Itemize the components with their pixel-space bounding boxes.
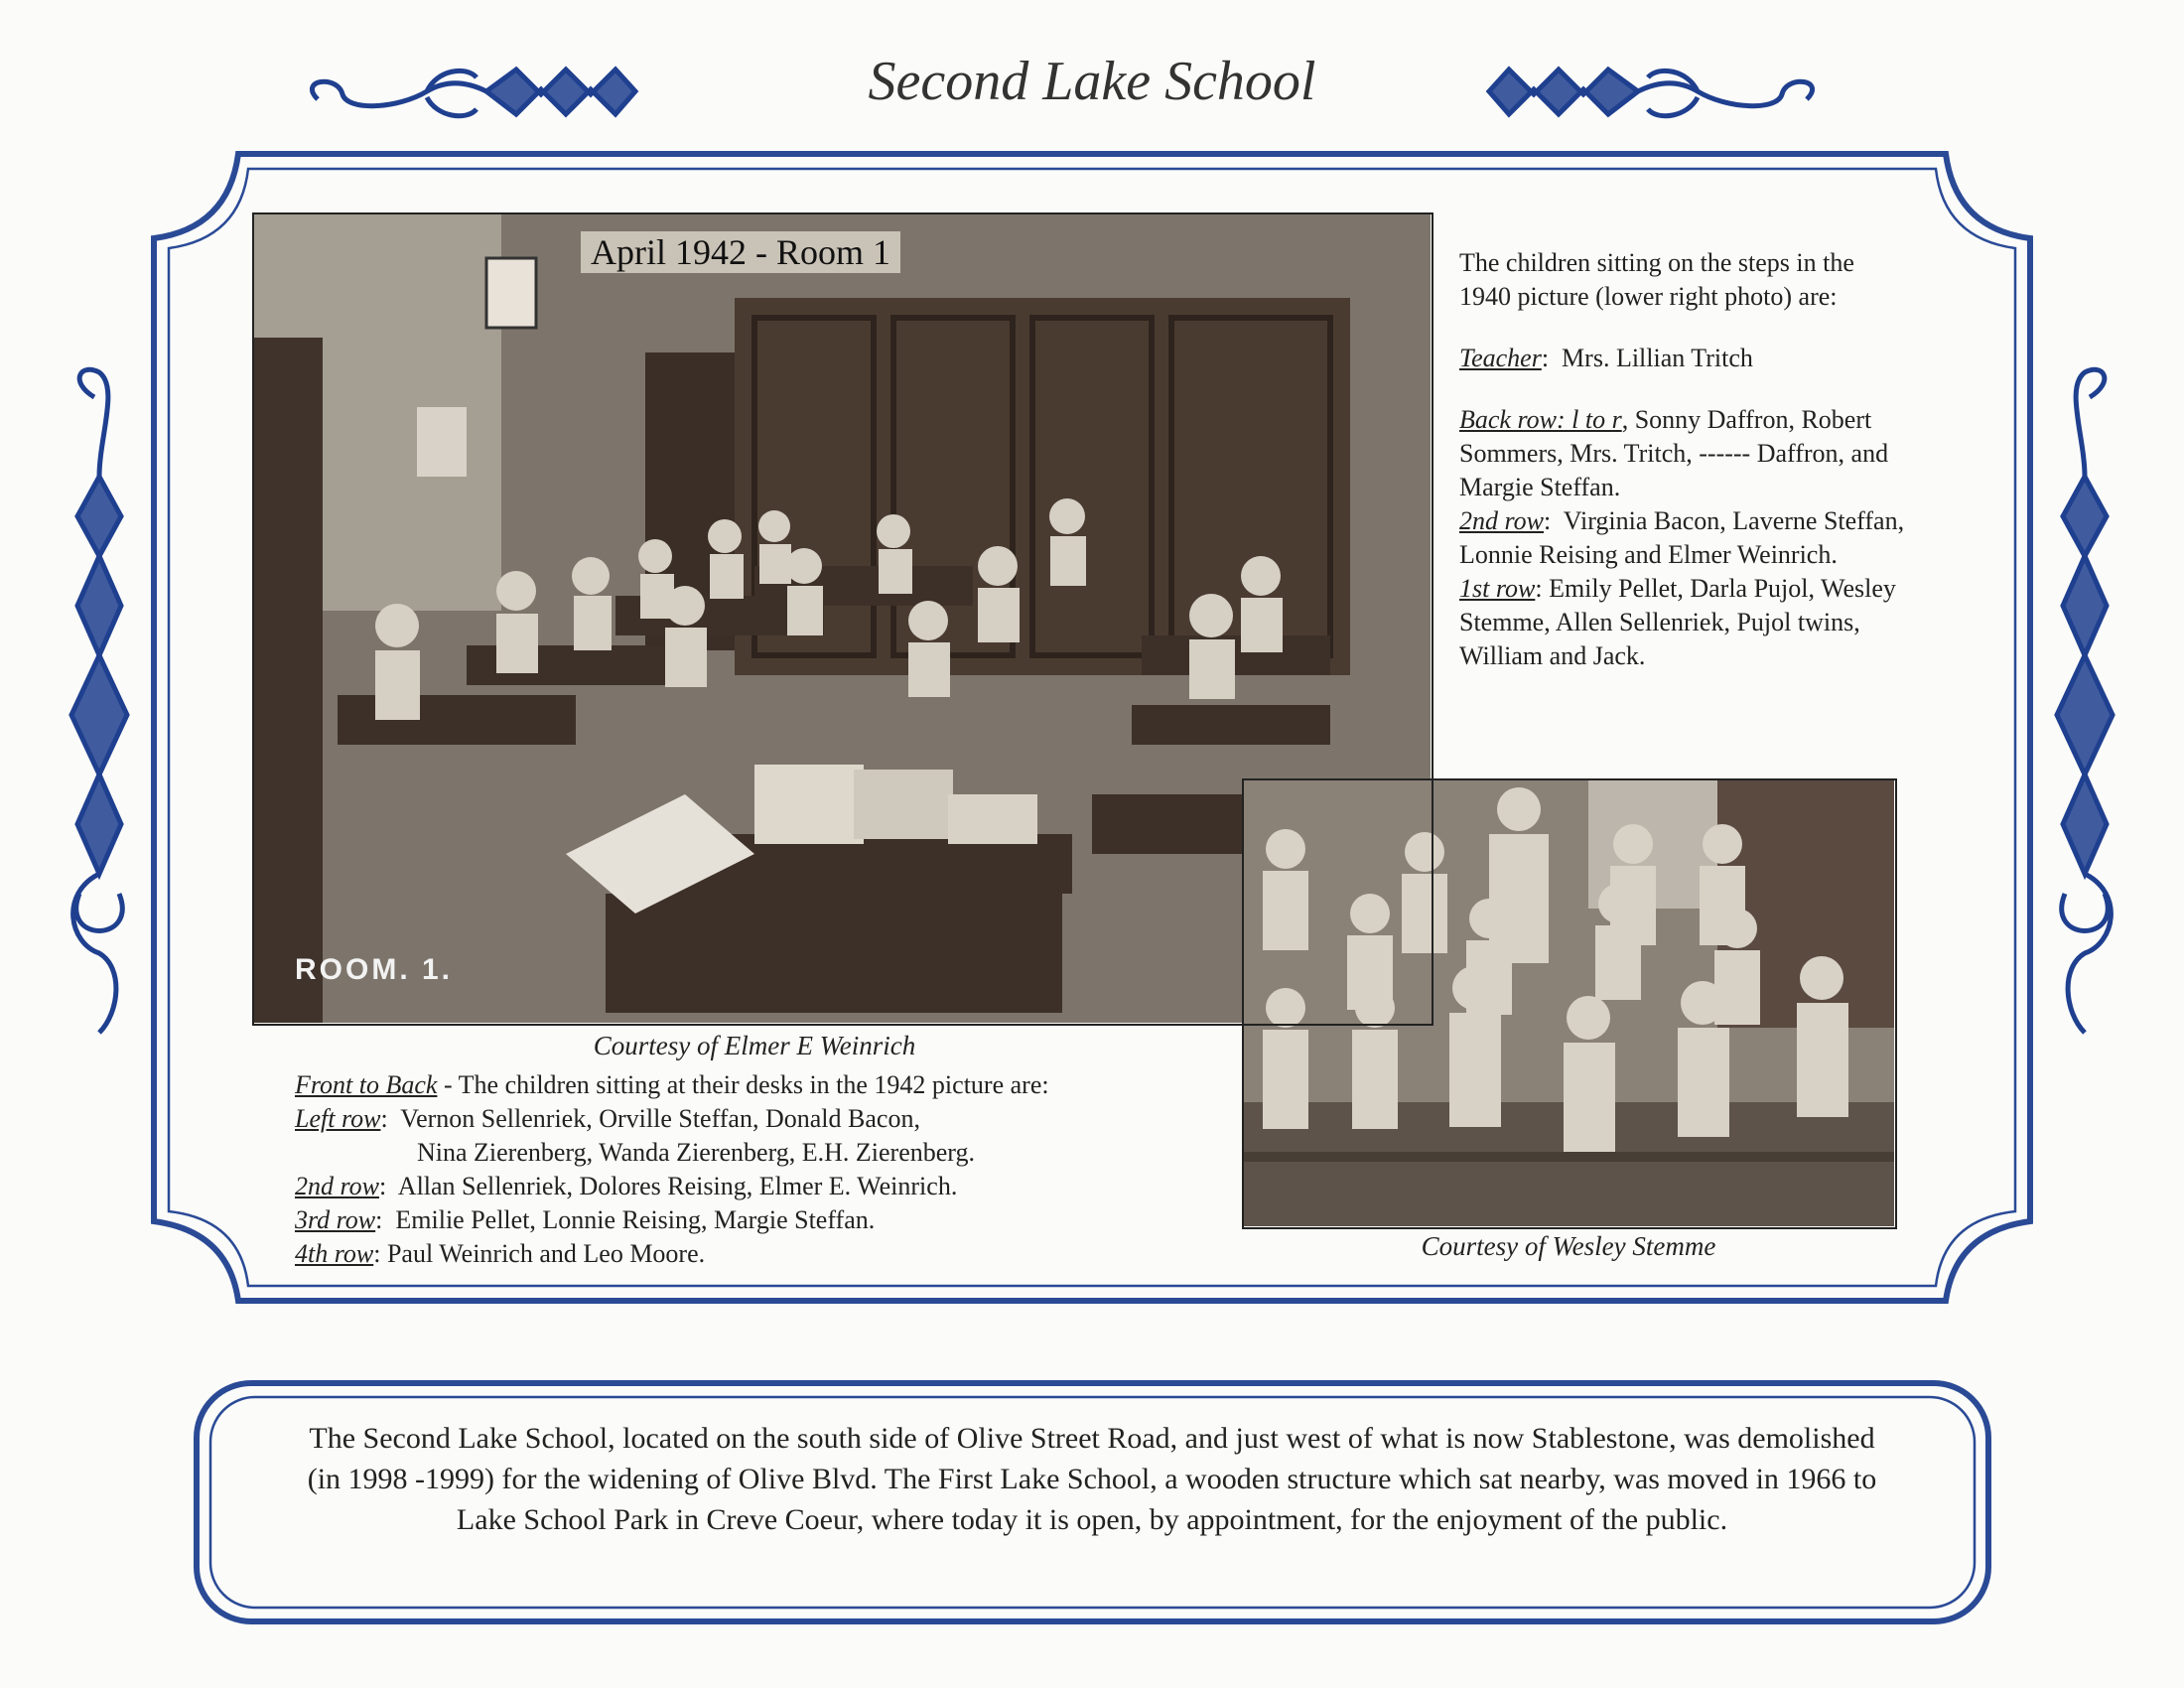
steps-photo-description — [1459, 246, 1906, 673]
first-row-line: 1st row: Emily Pellet, Darla Pujol, Wesley Stemme, Allen Sellenriek, Pujol twins, William and Jack. — [1459, 574, 1896, 670]
front-to-back-value: - The children sitting at their desks in the 1942 picture are: — [437, 1070, 1049, 1099]
first-row-label: 1st row — [1459, 574, 1536, 603]
desk-second-row-line: 2nd row: Allan Sellenriek, Dolores Reising, Elmer E. Weinrich. — [295, 1172, 958, 1200]
front-to-back-line — [295, 1068, 1218, 1102]
teacher-line: Teacher: Mrs. Lillian Tritch — [1459, 344, 1753, 372]
front-to-back-label: Front to Back — [295, 1070, 438, 1099]
second-row-label: 2nd row — [1459, 506, 1544, 535]
teacher-label: Teacher — [1459, 344, 1542, 372]
desk-fourth-row-label: 4th row — [295, 1239, 374, 1268]
right-side-ornament-icon — [2057, 369, 2113, 1033]
page-title: Second Lake School — [868, 51, 1316, 112]
school-history-paragraph: The Second Lake School, located on the south side of Olive Street Road, and just west of what is now Stablestone, was demolished (in 1998 -1999) for the widening of Olive Blvd. The First Lake School, a wooden structure which sat nearby, was moved in 1966 to Lake School Park in Creve Coeur, where today it is open, by appointment, for the enjoyment of the public. — [307, 1422, 1877, 1536]
steps-intro: The children sitting on the steps in the 1940 picture (lower right photo) are: — [1459, 248, 1854, 311]
photo-caption-1942: April 1942 - Room 1 — [581, 231, 900, 273]
desk-third-row-label: 3rd row — [295, 1205, 376, 1234]
desks-photo-description — [295, 1068, 1218, 1271]
credit-elmer-weinrich: Courtesy of Elmer E Weinrich — [593, 1031, 916, 1060]
back-row-label: Back row: l to r — [1459, 405, 1622, 434]
desk-second-row-label: 2nd row — [295, 1172, 379, 1200]
left-row-line-2 — [295, 1136, 1218, 1170]
teacher-value: Mrs. Lillian Tritch — [1562, 344, 1753, 372]
left-row-line: Left row: Vernon Sellenriek, Orville Steffan, Donald Bacon, — [295, 1104, 920, 1133]
second-row-value: Virginia Bacon, Laverne Steffan, Lonnie Reising and Elmer Weinrich. — [1459, 506, 1905, 569]
steps-photo-1940 — [1242, 778, 1897, 1229]
second-row-line: 2nd row: Virginia Bacon, Laverne Steffan, Lonnie Reising and Elmer Weinrich. — [1459, 506, 1905, 569]
left-row-value-2: Nina Zierenberg, Wanda Zierenberg, E.H. Zierenberg. — [417, 1138, 975, 1167]
first-row-value: Emily Pellet, Darla Pujol, Wesley Stemme, Allen Sellenriek, Pujol twins, William and Jack. — [1459, 574, 1896, 670]
desk-second-row-value: Allan Sellenriek, Dolores Reising, Elmer E. Weinrich. — [397, 1172, 958, 1200]
credit-wesley-stemme: Courtesy of Wesley Stemme — [1421, 1231, 1716, 1261]
desk-third-row-value: Emilie Pellet, Lonnie Reising, Margie Steffan. — [395, 1205, 876, 1234]
left-side-ornament-icon — [71, 369, 127, 1033]
desk-fourth-row-value: Paul Weinrich and Leo Moore. — [386, 1239, 706, 1268]
back-row-value: , Sonny Daffron, Robert Sommers, Mrs. Tritch, ------ Daffron, and Margie Steffan. — [1459, 405, 1889, 501]
desk-fourth-row-line: 4th row: Paul Weinrich and Leo Moore. — [295, 1239, 706, 1268]
left-row-value-1: Vernon Sellenriek, Orville Steffan, Donald Bacon, — [400, 1104, 920, 1133]
back-row-line — [1459, 403, 1906, 504]
desk-third-row-line: 3rd row: Emilie Pellet, Lonnie Reising, Margie Steffan. — [295, 1205, 876, 1234]
room-label: ROOM. 1. — [295, 953, 454, 986]
left-row-label: Left row — [295, 1104, 381, 1133]
